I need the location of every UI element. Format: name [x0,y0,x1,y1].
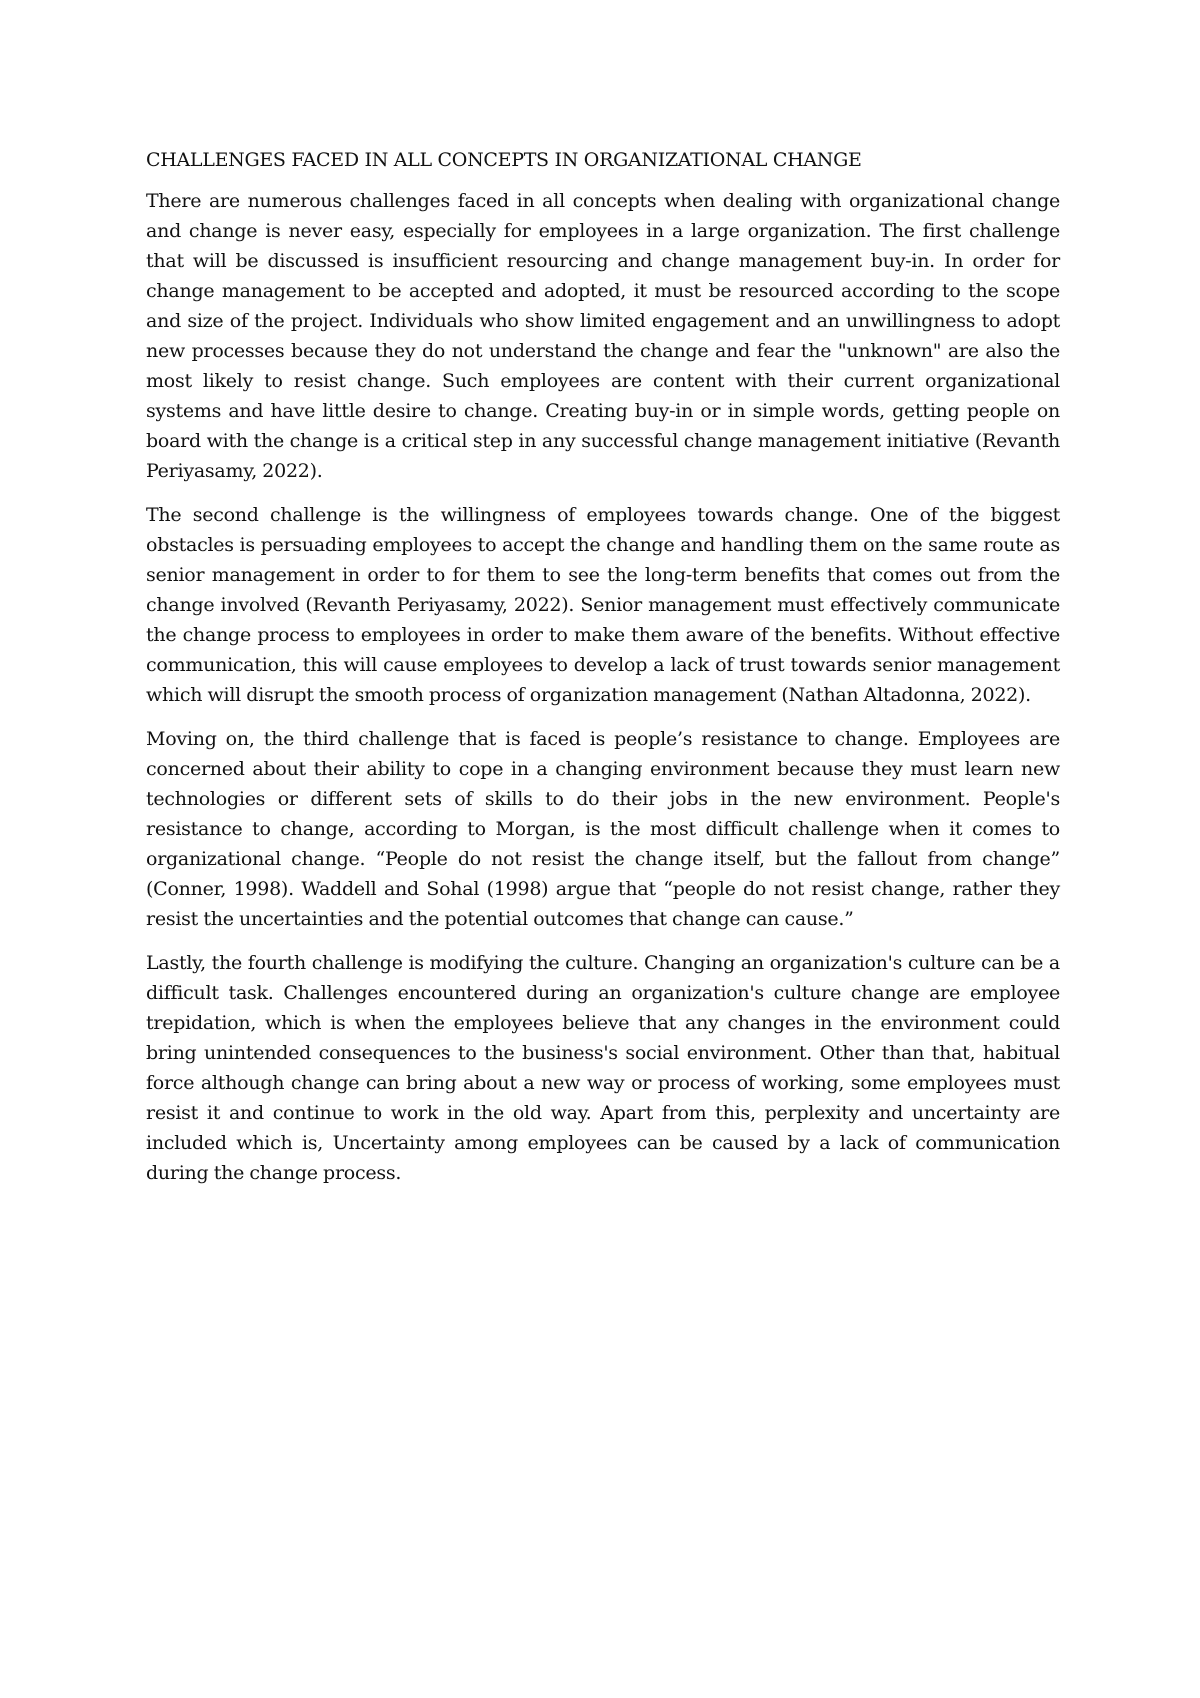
paragraph-insufficient-resourcing: There are numerous challenges faced in all concepts when dealing with organizational change and change is never easy, especially for employees in a large organization. The first challenge that will be discussed is insufficient resourcing and change management buy-in. In order for change management to be accepted and adopted, it must be resourced according to the scope and size of the project. Individuals who show limited engagement and an unwillingness to adopt new processes because they do not understand the change and fear the "unknown" are also the most likely to resist change. Such employees are content with their current organizational systems and have little desire to change. Creating buy-in or in simple words, getting people on board with the change is a critical step in any successful change management initiative (Revanth Periyasamy, 2022). [146,190,1060,482]
paragraph-resistance-to-change: Moving on, the third challenge that is faced is people’s resistance to change. Employees are concerned about their ability to cope in a changing environment because they must learn new technologies or different sets of skills to do their jobs in the new environment. People's resistance to change, according to Morgan, is the most difficult challenge when it comes to organizational change. “People do not resist the change itself, but the fallout from change” (Conner, 1998). Waddell and Sohal (1998) argue that “people do not resist change, rather they resist the uncertainties and the potential outcomes that change can cause.” [146,728,1060,930]
document-body [146,146,1060,1202]
paragraph-employee-willingness: The second challenge is the willingness of employees towards change. One of the biggest obstacles is persuading employees to accept the change and handling them on the same route as senior management in order to for them to see the long-term benefits that comes out from the change involved (Revanth Periyasamy, 2022). Senior management must effectively communicate the change process to employees in order to make them aware of the benefits. Without effective communication, this will cause employees to develop a lack of trust towards senior management which will disrupt the smooth process of organization management (Nathan Altadonna, 2022). [146,504,1060,706]
paragraph-modifying-culture: Lastly, the fourth challenge is modifying the culture. Changing an organization's culture can be a difficult task. Challenges encountered during an organization's culture change are employee trepidation, which is when the employees believe that any changes in the environment could bring unintended consequences to the business's social environment. Other than that, habitual force although change can bring about a new way or process of working, some employees must resist it and continue to work in the old way. Apart from this, perplexity and uncertainty are included which is, Uncertainty among employees can be caused by a lack of communication during the change process. [146,952,1060,1184]
document-title: CHALLENGES FACED IN ALL CONCEPTS IN ORGANIZATIONAL CHANGE [146,149,862,171]
